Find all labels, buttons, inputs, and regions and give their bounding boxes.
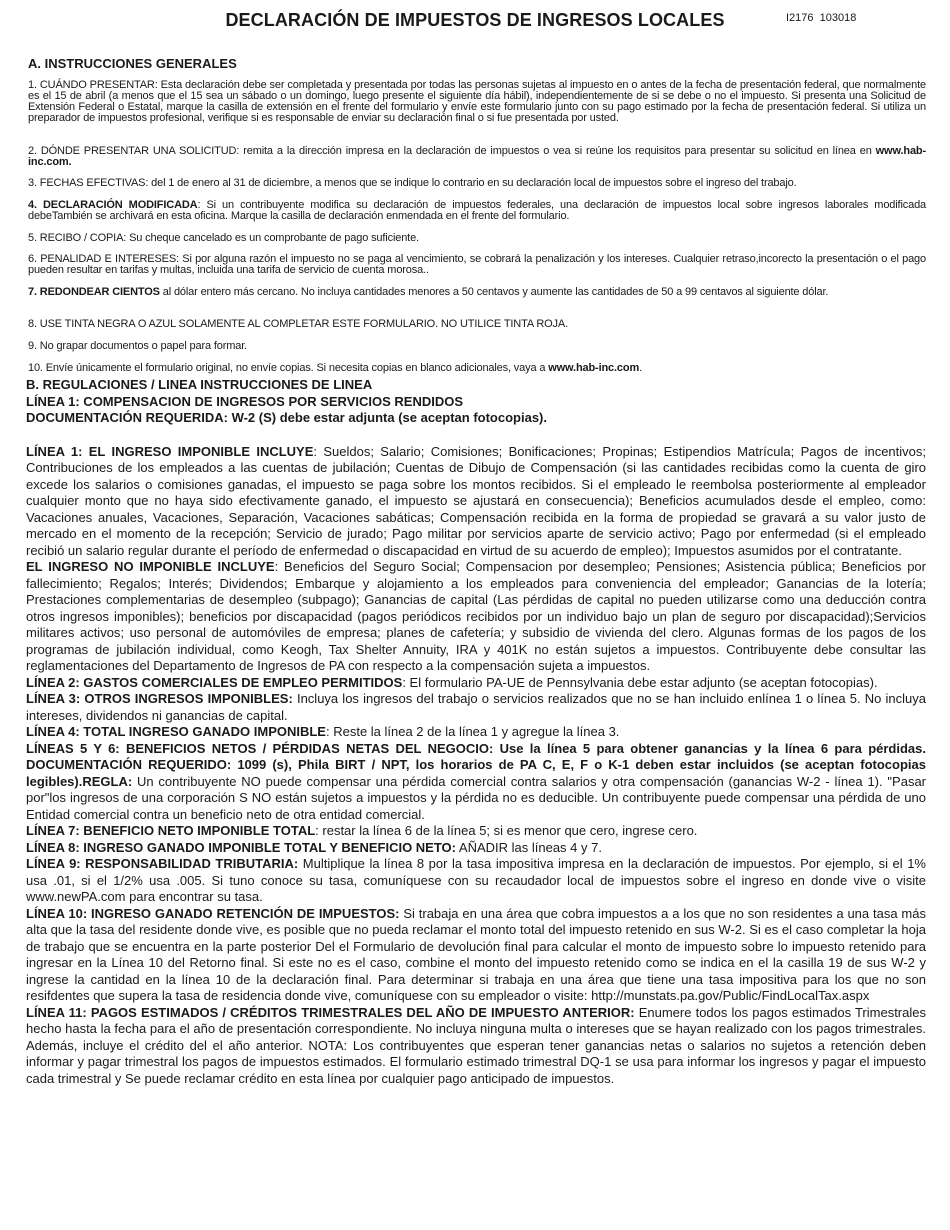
section-b <box>26 377 926 1087</box>
website-link[interactable]: www.hab-inc.com. <box>28 145 926 168</box>
instruction-item: 5. RECIBO / COPIA: Su cheque cancelado es un comprobante de pago suficiente. <box>28 232 419 244</box>
line10-tax-withholding: LÍNEA 10: INGRESO GANADO RETENCIÓN DE IMPUESTOS: Si trabaja en una área que cobra impuestos a a los que no son residentes a una tasa más alta que la tasa del residente donde vive, es posible que no pueda reclamar el monto total del impuesto retenido en sus W-2. Si es el caso completar la hoja de trabajo que se encuentra en la parte posterior Del el Formulario de devolución final para calcular el monto de impuesto sobre lo impuesto retenido para ingresar en la Línea 10 del Retorno final. Si este no es el caso, combine el monto del impuesto retenido como se indica en el la casilla 19 de sus W-2 y ingrese la cantidad en la línea 10 de la declaración final. Para determinar si trabaja en una área que tiene una tasa impositiva para los que no son resifdentes que supera la tasa de residencia donde vive, comuníquese con su empleador o visite: http://munstats.pa.gov/Public/FindLocalTax.aspx <box>26 905 926 1003</box>
lines5-6-business-profit-loss: LÍNEAS 5 Y 6: BENEFICIOS NETOS / PÉRDIDAS NETAS DEL NEGOCIO: Use la línea 5 para obtener ganancias y la línea 6 para pérdidas. DOCUMENTACIÓN REQUERIDO: 1099 (s), Phila BIRT / NPT, los horarios de PA C, E, F o K-1 deben estar incluidos (se aceptan fotocopias legibles).REGLA: Un contribuyente NO puede compensar una pérdida comercial contra salarios y otra compensación (ganancias W-2 - línea 1). "Pasar por"los ingresos de una corporación S NO están sujetos a impuestos y la pérdida no es deducible. Un contribuyente puede compensar una pérdida de uno Entidad comercial contra un beneficio neto de otra entidad comercial. <box>26 740 926 822</box>
section-a-heading: A. INSTRUCCIONES GENERALES <box>28 56 237 71</box>
line4-total-income: LÍNEA 4: TOTAL INGRESO GANADO IMPONIBLE: Reste la línea 2 de la línea 1 y agregue la línea 3. <box>26 724 620 739</box>
instruction-item: 8. USE TINTA NEGRA O AZUL SOLAMENTE AL COMPLETAR ESTE FORMULARIO. NO UTILICE TINTA ROJA. <box>28 318 568 330</box>
instruction-item: 7. REDONDEAR CIENTOS al dólar entero más cercano. No incluya cantidades menores a 50 centavos y aumente las cantidades de 50 a 99 centavos al siguiente dólar. <box>28 286 829 298</box>
line2-business-expenses: LÍNEA 2: GASTOS COMERCIALES DE EMPLEO PERMITIDOS: El formulario PA-UE de Pennsylvania debe estar adjunto (se aceptan fotocopias). <box>26 674 878 690</box>
instruction-item: 9. No grapar documentos o papel para formar. <box>28 340 248 352</box>
line8-total-income-profit: LÍNEA 8: INGRESO GANADO IMPONIBLE TOTAL Y BENEFICIO NETO: AÑADIR las líneas 4 y 7. <box>26 839 602 855</box>
line9-tax-liability: LÍNEA 9: RESPONSABILIDAD TRIBUTARIA: Multiplique la línea 8 por la tasa impositiva impresa en la declaración de impuestos. Por ejemplo, si el 1% usa .01, si el 1/2% usa .005. Si tuno conoce su tasa, comuníquese con su recaudador local de impuestos sobre el ingreso en donde vive o visite www.newPA.com para encontrar su tasa. <box>26 856 926 904</box>
line7-net-profit: LÍNEA 7: BENEFICIO NETO IMPONIBLE TOTAL: restar la línea 6 de la línea 5; si es menor que cero, ingrese cero. <box>26 823 698 838</box>
instruction-item: 1. CUÁNDO PRESENTAR: Esta declaración debe ser completada y presentada por todas las personas sujetas al impuesto en o antes de la fecha de presentación federal, que normalmente es el 15 de abril (a menos que el 15 sea un sábado o un domingo, luego presente el siguiente día hábil), independientemente de si se debe o no el impuesto. Si presenta una Solicitud de Extensión Federal o Estatal, marque la casilla de extensión en el frente del formulario y envíe este formulario junto con su pago estimado por la fecha de presentación federal. Si utiliza un preparador de impuestos profesional, verifique si es responsable de enviar su declaración final o si fue presentada por usted. <box>28 79 926 124</box>
line3-other-income: LÍNEA 3: OTROS INGRESOS IMPONIBLES: Incluya los ingresos del trabajo o servicios realizados que no se han incluido enlínea 1 o línea 5. No incluya intereses, dividendos ni ganancias de capital. <box>26 691 926 723</box>
instruction-item: 3. FECHAS EFECTIVAS: del 1 de enero al 31 de diciembre, a menos que se indique lo contrario en su declaración local de impuestos sobre el ingreso del trabajo. <box>28 177 797 189</box>
line1-documentation: DOCUMENTACIÓN REQUERIDA: W-2 (S) debe estar adjunta (se aceptan fotocopias). <box>26 410 547 425</box>
line1-taxable-income: LÍNEA 1: EL INGRESO IMPONIBLE INCLUYE: Sueldos; Salario; Comisiones; Bonificaciones; Propinas; Estipendios Matrícula; Pagos de incentivos; Contribuciones de los empleados a las cuentas de jubilación; Cuentas de Dibujo de Compensación (si las cantidades recibidas como la cuenta de giro excede los salarios o comisiones ganadas, el impuesto se paga sobre los montos recibidos. Si el empleado le reembolsa posteriormente al empleador cualquier monto que no haya sido efectivamente ganado, el impuesto se ajustará en consecuencia); Beneficios acumulados desde el empleo, como: Vacaciones anuales, Vacaciones, Separación, Vacaciones sabáticas; Compensación recibida en la forma de propiedad se gravará a su valor justo de mercado en el momento de la recepción; Servicio de jurado; Pago militar por servicios aparte de servicio activo; Pago por enfermedad (si el empleado recibió un salario regular durante el período de enfermedad o discapacidad en virtud de su acuerdo de empleo); Impuestos asumidos por el contratante. <box>26 443 927 558</box>
website-link[interactable]: www.hab-inc.com <box>548 362 640 374</box>
non-taxable-income: EL INGRESO NO IMPONIBLE INCLUYE: Beneficios del Seguro Social; Compensacion por desempleo; Pensiones; Asistencia pública; Beneficios por fallecimiento; Regalos; Interés; Dividendos; Embarque y alojamiento a los empleados para conveniencia del empleador; Ganancias de la lotería; Prestaciones complementarias de desempleo (subpago); Ganancias de capital (Las pérdidas de capital no pueden utilizarse como una deducción contra otros ingresos imponibles); beneficios por discapacidad (pagos periódicos recibidos por un individuo bajo un plan de seguro por discapacidad);Servicios militares activos; uso personal de automóviles de empresa; planes de cafetería; y subsidio de vivienda del clero. Algunas formas de los pagos de los programas de jubilación individual, como Keogh, Tax Shelter Annuity, IRA y 401K no están sujetos a impuestos. Contribuyente debe consultar las reglamentaciones del Departamento de Ingresos de PA con respecto a la compensación sujeta a impuestos. <box>26 559 926 673</box>
section-b-heading: B. REGULACIONES / LINEA INSTRUCCIONES DE LINEA <box>26 377 373 392</box>
instruction-item: 4. DECLARACIÓN MODIFICADA: Si un contribuyente modifica su declaración de impuestos federales, una declaración de impuestos local sobre ingresos laborales modificada debeTambién se archivará en esta oficina. Marque la casilla de declaración enmendada en el frente del formulario. <box>28 199 926 222</box>
instruction-item: 2. DÓNDE PRESENTAR UNA SOLICITUD: remita a la dirección impresa en la declaración de impuestos o vea si reúne los requisitos para presentar su solicitud en línea en www.hab-inc.com. <box>28 145 926 168</box>
instruction-item: 6. PENALIDAD E INTERESES: Si por alguna razón el impuesto no se paga al vencimiento, se cobrará la penalización y los intereses. Cualquier retraso,incorecto la presentación o el pago pueden resultar en tarifas y multas, incluida una tarifa de servicio de cuenta morosa.. <box>28 253 926 276</box>
line1-title: LÍNEA 1: COMPENSACION DE INGRESOS POR SERVICIOS RENDIDOS <box>26 393 464 409</box>
form-title: DECLARACIÓN DE IMPUESTOS DE INGRESOS LOCALES <box>225 10 725 30</box>
form-code: I2176 103018 <box>786 12 857 24</box>
line11-estimated-payments: LÍNEA 11: PAGOS ESTIMADOS / CRÉDITOS TRIMESTRALES DEL AÑO DE IMPUESTO ANTERIOR: Enumere todos los pagos estimados Trimestrales hecho hasta la fecha para el año de presentación correspondiente. No incluya ninguna multa o intereses que se hayan realizado con los pagos trimestrales. Además, incluye el crédito del el año anterior. NOTA: Los contribuyentes que esperan tener ganancias netas o salarios no sujetos a retención deben informar y pagar trimestral los pagos de impuestos estimados. El formulario estimado trimestral DQ-1 se usa para informar los ingresos y pagar el impuesto cada trimestral y Se puede reclamar crédito en esta línea por cualquier pago anticipado de impuestos. <box>26 1004 926 1086</box>
instruction-item: 10. Envíe únicamente el formulario original, no envíe copias. Si necesita copias en blanco adicionales, vaya a www.hab-inc.com. <box>28 362 642 374</box>
